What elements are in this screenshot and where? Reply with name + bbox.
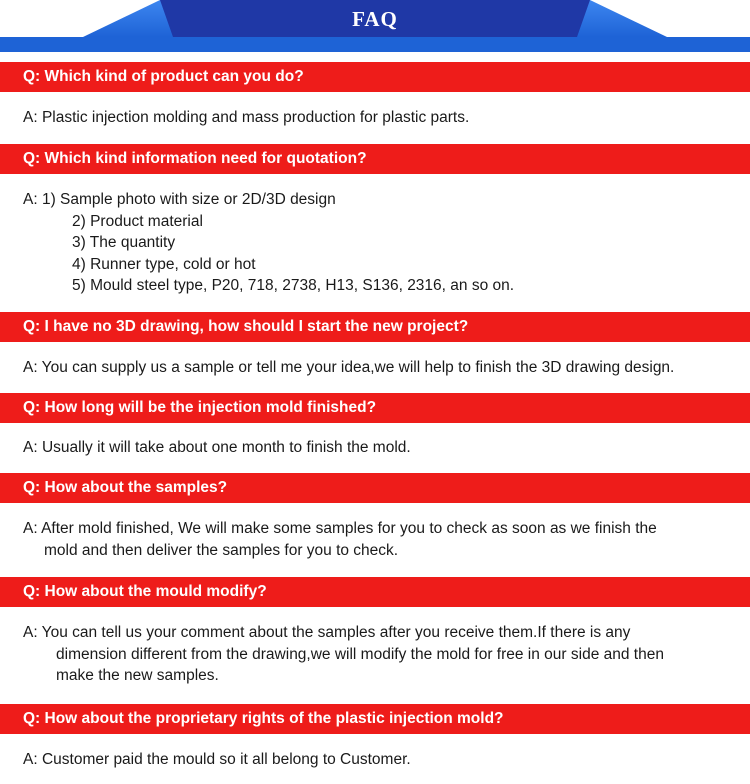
answer-line: dimension different from the drawing,we will modify the mold for free in our side and then	[56, 645, 664, 663]
question-2-bar: Q: Which kind information need for quotation?	[0, 144, 750, 174]
question-3-bar: Q: I have no 3D drawing, how should I start the new project?	[0, 312, 750, 342]
answer-4	[23, 437, 411, 459]
answer-line: 2) Product material	[72, 212, 203, 230]
answer-3	[23, 357, 674, 379]
answer-line: A: You can supply us a sample or tell me your idea,we will help to finish the 3D drawing design.	[23, 359, 675, 376]
question-6-bar: Q: How about the mould modify?	[0, 577, 750, 607]
answer-line: A: Plastic injection molding and mass production for plastic parts.	[23, 109, 470, 126]
question-4-bar: Q: How long will be the injection mold finished?	[0, 393, 750, 423]
faq-header	[0, 0, 750, 52]
answer-7	[23, 749, 411, 771]
answer-6	[23, 622, 664, 687]
answer-2	[23, 189, 514, 297]
page-title: FAQ	[352, 7, 398, 31]
answer-line: mold and then deliver the samples for you to check.	[44, 541, 399, 559]
answer-1	[23, 107, 469, 129]
answer-line: make the new samples.	[56, 667, 219, 684]
answer-line: 3) The quantity	[72, 234, 176, 251]
question-5-bar: Q: How about the samples?	[0, 473, 750, 503]
answer-5	[23, 518, 657, 561]
answer-line: A: After mold finished, We will make some samples for you to check as soon as we finish the	[23, 520, 657, 537]
answer-line: 5) Mould steel type, P20, 718, 2738, H13, S136, 2316, an so on.	[72, 277, 515, 294]
question-7-bar: Q: How about the proprietary rights of the plastic injection mold?	[0, 704, 750, 734]
answer-line: A: 1) Sample photo with size or 2D/3D design	[23, 191, 336, 208]
answer-line: 4) Runner type, cold or hot	[72, 255, 256, 273]
answer-line: A: Usually it will take about one month to finish the mold.	[23, 439, 411, 456]
answer-line: A: You can tell us your comment about the samples after you receive them.If there is any	[23, 624, 631, 641]
answer-line: A: Customer paid the mould so it all belong to Customer.	[23, 751, 411, 768]
question-1-bar: Q: Which kind of product can you do?	[0, 62, 750, 92]
